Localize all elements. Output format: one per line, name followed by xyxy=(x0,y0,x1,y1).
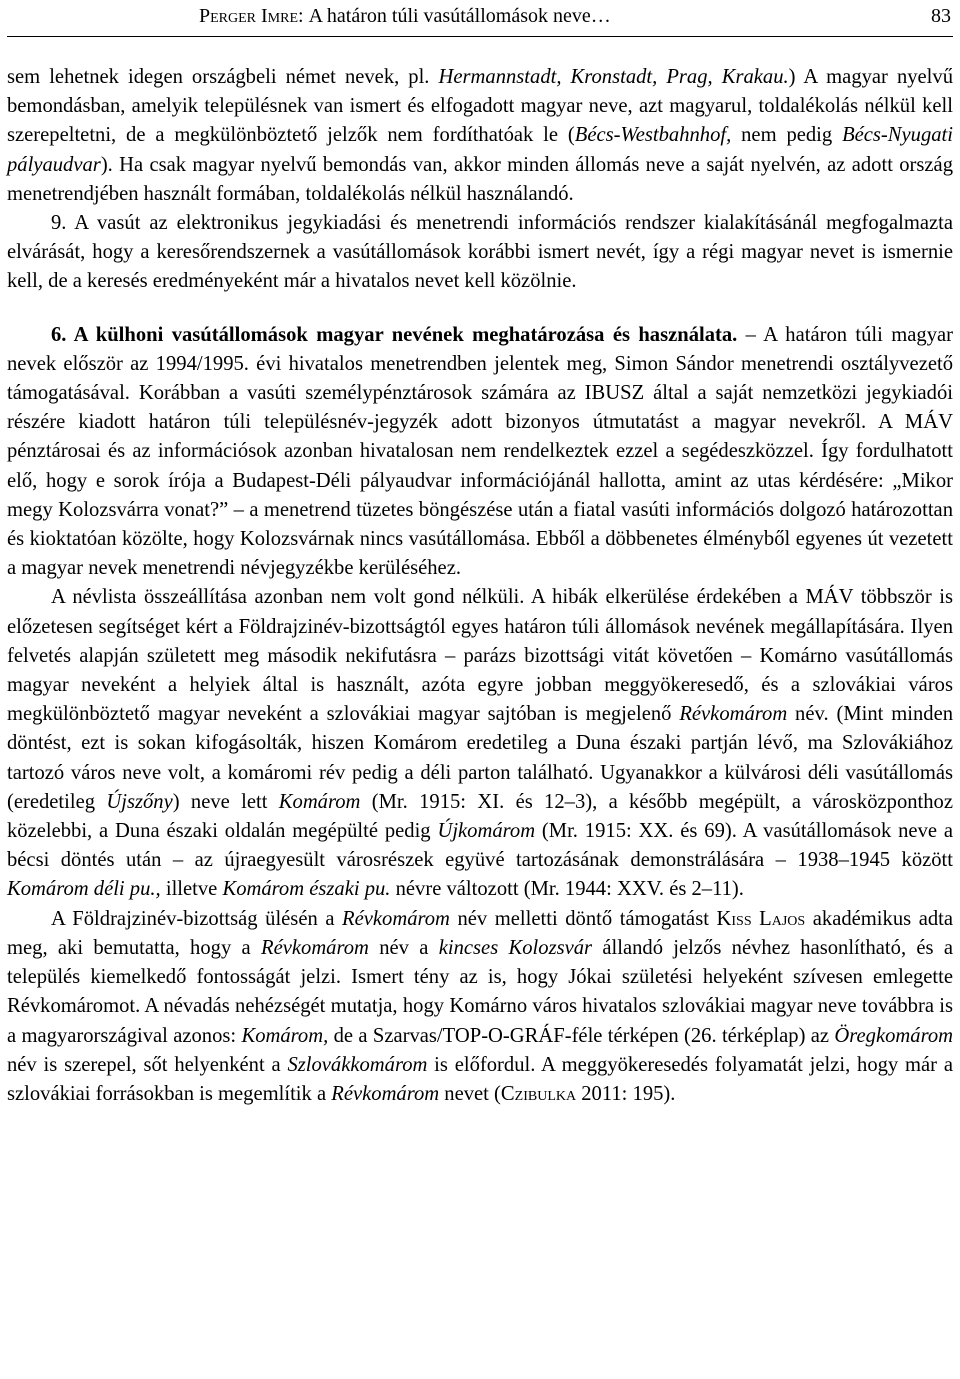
text-run: nevet ( xyxy=(439,1082,501,1105)
italic-text: Öregkomárom xyxy=(834,1024,954,1047)
italic-text: Révkomárom xyxy=(342,907,450,930)
text-run: név a xyxy=(368,936,439,959)
italic-text: Komárom északi pu. xyxy=(222,878,391,901)
paragraph xyxy=(7,321,953,584)
italic-text: Újkomárom xyxy=(437,820,536,843)
body-text xyxy=(7,63,953,1109)
header-author: Perger Imre xyxy=(199,5,299,27)
text-run: név is szerepel, sőt helyenként a xyxy=(7,1053,288,1076)
text-run: ) neve lett xyxy=(172,790,279,813)
text-run: ) A magyar nyelvű bemondásban, amelyik településnek van ismert és elfogadott magyar neve, azt magyarul, toldalékolás nélkül kell szerepeltetni, de a megkülönböztető jelzők nem fordíthatóak le ( xyxy=(7,66,954,147)
italic-text: Révkomárom xyxy=(679,703,788,726)
document-page xyxy=(7,0,953,1109)
italic-text: Hermannstadt, Kronstadt, Prag, Krakau. xyxy=(438,66,789,88)
paragraph xyxy=(7,63,953,209)
italic-text: Komárom déli pu., xyxy=(7,878,161,901)
text-run: sem lehetnek idegen országbeli német nevek, pl. xyxy=(7,66,439,88)
italic-text: Szlovákkomárom xyxy=(287,1053,428,1076)
text-run: de a Szarvas/TOP-O-GRÁF-féle térképen (26. térképlap) az xyxy=(328,1024,835,1047)
paragraph xyxy=(7,583,953,904)
text-run: A névlista összeállítása azonban nem volt gond nélküli. A hibák elkerülése érdekében a MÁV többször is előzetesen segítséget kért a Földrajzinév-bizottságtól egyes határon túli állomások nevének megállapítására. Ilyen felvetés alapján született meg második nekifutásra – parázs bizottsági vitát követően – Komárno vasútállomás magyar neveként a helyiek által is használt, azóta egyre jobban meggyökeresedő, és a szlovákiai város megkülönböztető magyar neveként a szlovákiai magyar sajtóban is megjelenő xyxy=(7,586,953,726)
section-heading: 6. A külhoni vasútállomások magyar nevének meghatározása és használata. xyxy=(51,323,738,346)
italic-text: Komárom xyxy=(278,790,361,813)
text-run: névre változott (Mr. 1944: XXV. és 2–11). xyxy=(390,878,744,901)
text-run: név melletti döntő támogatást xyxy=(449,907,717,930)
page-number: 83 xyxy=(931,5,951,27)
running-header xyxy=(7,0,953,37)
author-name: Czibulka xyxy=(500,1082,577,1105)
text-run: 9. A vasút az elektronikus jegykiadási és menetrendi információs rendszer kialakításánál megfogalmazta elvárását, hogy a keresőrendszernek a vasútállomások korábbi ismert nevét, így a régi magyar nevet is ismernie kell, de a keresés eredményeként már a hivatalos nevet kell közölnie. xyxy=(7,212,953,293)
italic-text: Révkomárom xyxy=(331,1082,440,1105)
italic-text: Bécs-Nyugati pályaudvar xyxy=(7,124,954,176)
italic-text: Révkomárom xyxy=(261,936,369,959)
text-run: nem pedig xyxy=(731,124,843,147)
italic-text: Komárom, xyxy=(241,1024,329,1047)
text-run: akadémikus adta meg, aki bemutatta, hogy a xyxy=(7,907,953,959)
italic-text: Bécs-Westbahnhof, xyxy=(574,124,732,147)
italic-text: kincses Kolozsvár xyxy=(438,936,593,959)
text-run: is előfordul. A meggyökeresedés folyamatát jelzi, hogy már a szlovákiai forrásokban is megemlítik a xyxy=(7,1053,953,1105)
header-separator: : xyxy=(298,5,309,27)
italic-text: Újszőny xyxy=(106,790,173,813)
header-article-title: A határon túli vasútállomások neve… xyxy=(308,5,611,27)
header-title xyxy=(199,5,611,28)
text-run: A Földrajzinév-bizottság ülésén a xyxy=(51,907,343,930)
paragraph xyxy=(7,209,953,297)
text-run: ). Ha csak magyar nyelvű bemondás van, akkor minden állomás neve a saját nyelvén, az adott ország menetrendjében használt formában, toldalékolás nélkül használandó. xyxy=(7,153,953,205)
text-run: illetve xyxy=(160,878,223,901)
text-run: – A határon túli magyar nevek először az 1994/1995. évi hivatalos menetrendben jelentek meg, Simon Sándor menetrendi osztályvezető támogatásával. Korábban a vasúti személypénztárosok számára az IBUSZ által a saját nemzetközi jegykiadói részére kiadott határon túli településnév-jegyzék adott bizonyos útmutatást a magyar nevekről. A MÁV pénztárosai és az információsok azonban hivatalosan nem rendelkeztek ezzel a segédeszközzel. Így fordulhatott elő, hogy e sorok írója a Budapest-Déli pályaudvar információjánál hallotta, amint az utas kérdésére: „Mikor megy Kolozsvárra vonat?” – a menetrend tüzetes böngészése után a fiatal vasúti információs dolgozó határozottan és kioktatóan közölte, hogy Kolozsvárnak nincs vasútállomása. Ebből a döbbenetes élményből egyenes út vezetett a magyar nevek menetrendi névjegyzékbe kerüléséhez. xyxy=(7,323,953,580)
text-run: állandó jelzős névhez hasonlítható, és a település kiemelkedő fontosságát jelzi. Ismert tény az is, hogy Jókai születési helyeként szívesen emlegette Révkomáromot. A névadás nehézségét mutatja, hogy Komárno város hivatalos szlovákiai magyar neve továbbra is a magyarországival azonos: xyxy=(7,936,954,1047)
text-run: (Mr. 1915: XX. és 69). A vasútállomások neve a bécsi döntés után – az újraegyesült városrészek együvé tartozásának demonstrálására – 1938–1945 között xyxy=(7,820,953,872)
author-name: Kiss Lajos xyxy=(716,907,806,930)
paragraph xyxy=(7,905,953,1109)
text-run: 2011: 195). xyxy=(576,1082,676,1105)
text-run: (Mr. 1915: XI. és 12–3), a később megépült, a városközponthoz közelebbi, a Duna északi oldalán megépülté pedig xyxy=(7,790,953,843)
text-run: név. (Mint minden döntést, ezt is sokan kifogásolták, hiszen Komárom eredetileg a Duna északi partján lévő, ma Szlovákiához tartozó város neve volt, a komáromi rév pedig a déli parton található. Ugyanakkor a külvárosi déli vasútállomás (eredetileg xyxy=(7,703,954,813)
